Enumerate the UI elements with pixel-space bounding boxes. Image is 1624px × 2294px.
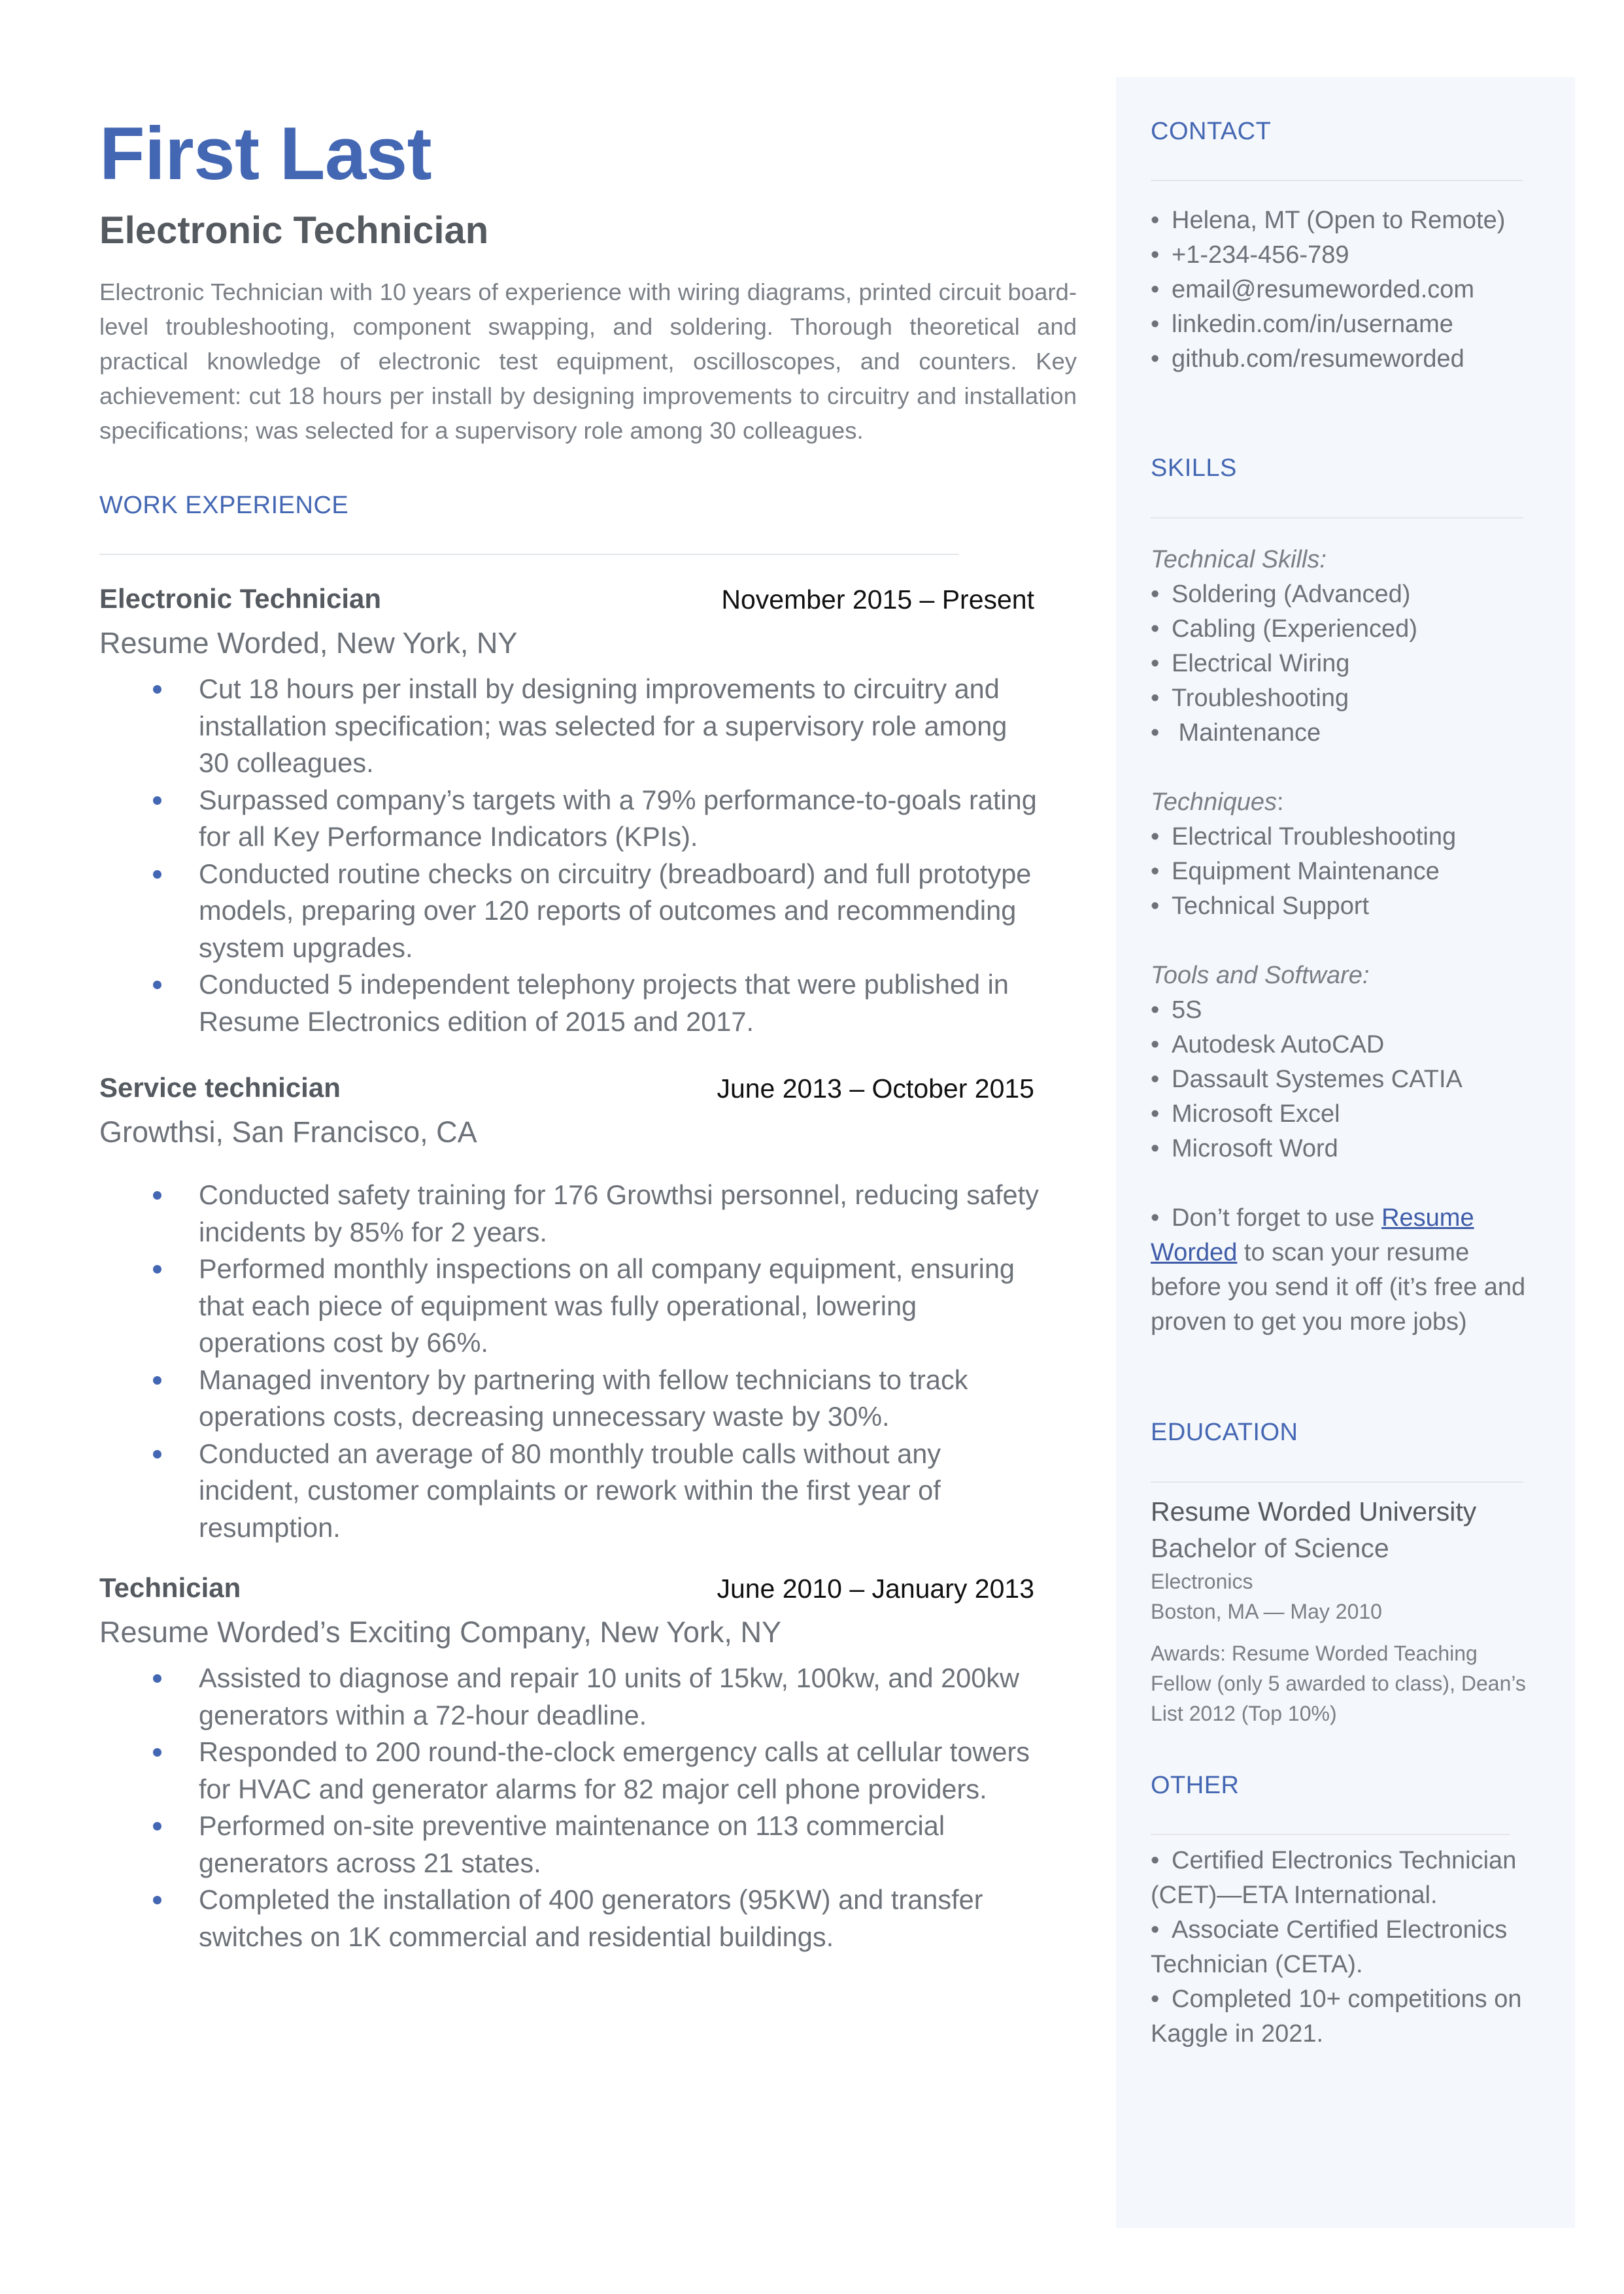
contact-list (1151, 203, 1505, 377)
other-item: • Completed 10+ competitions on Kaggle in 2021. (1151, 1985, 1522, 2048)
education-heading: EDUCATION (1151, 1419, 1298, 1446)
job-bullet-list (99, 1660, 1034, 1955)
job-bullet: Conducted an average of 80 monthly trouble calls without any incident, customer complaints or rework within the first year of resumption. (99, 1436, 1041, 1547)
education-school: Resume Worded University (1151, 1496, 1477, 1527)
techniques-label: Techniques: (1151, 788, 1284, 816)
job-bullet: Conducted safety training for 176 Growthsi personnel, reducing safety incidents by 85% for 2 years. (99, 1177, 1041, 1251)
job-bullet: Managed inventory by partnering with fellow technicians to track operations costs, decreasing unnecessary waste by 30%. (99, 1362, 1041, 1436)
tool-item: • Microsoft Excel (1151, 1100, 1340, 1128)
bullet-dot-icon (153, 981, 161, 989)
job-entry (99, 1572, 1034, 1955)
job-dates: November 2015 – Present (721, 584, 1034, 615)
contact-heading: CONTACT (1151, 118, 1272, 145)
bullet-dot-icon (153, 1191, 161, 1200)
technique-item: • Equipment Maintenance (1151, 858, 1440, 885)
job-bullet: Responded to 200 round-the-clock emergency calls at cellular towers for HVAC and generator alarms for 82 major cell phone providers. (99, 1734, 1041, 1808)
education-degree: Bachelor of Science (1151, 1533, 1389, 1563)
job-title: Technician (99, 1572, 241, 1603)
resume-worded-note: • Don’t forget to use Resume Worded to scan your resume before you send it off (it’s free and proven to get you more jobs) (1151, 1204, 1526, 1336)
techniques-list (1151, 820, 1530, 924)
job-bullet: Performed monthly inspections on all company equipment, ensuring that each piece of equipment was fully operational, lowering operations cost by 66%. (99, 1251, 1041, 1362)
tool-item: • Autodesk AutoCAD (1151, 1031, 1385, 1058)
resume-worded-link[interactable]: Resume Worded (1151, 1204, 1474, 1266)
bullet-dot-icon (153, 1265, 161, 1274)
skill-item: • Cabling (Experienced) (1151, 615, 1417, 643)
education-divider (1151, 1481, 1523, 1483)
job-bullet: Cut 18 hours per install by designing improvements to circuitry and installation specification; was selected for a supervisory role among 30 colleagues. (99, 671, 1041, 782)
job-bullet: Surpassed company’s targets with a 79% performance-to-goals rating for all Key Performance Indicators (KPIs). (99, 782, 1041, 856)
bullet-dot-icon (153, 1376, 161, 1385)
contact-location: • Helena, MT (Open to Remote) (1151, 207, 1506, 234)
tool-item: • Dassault Systemes CATIA (1151, 1066, 1463, 1093)
bullet-dot-icon (153, 1896, 161, 1904)
bullet-dot-icon (153, 796, 161, 805)
job-dates: June 2010 – January 2013 (717, 1574, 1034, 1604)
job-dates: June 2013 – October 2015 (717, 1073, 1034, 1104)
other-item: • Associate Certified Electronics Technician (CETA). (1151, 1916, 1508, 1978)
skills-divider (1151, 517, 1523, 518)
bullet-dot-icon (153, 1450, 161, 1459)
education-block (1151, 1493, 1543, 1729)
job-bullet: Conducted 5 independent telephony projects that were published in Resume Electronics edition of 2015 and 2017. (99, 966, 1041, 1040)
tools-list (1151, 993, 1530, 1166)
skill-item: • Soldering (Advanced) (1151, 581, 1411, 608)
education-field: Electronics (1151, 1570, 1253, 1593)
work-experience-heading: WORK EXPERIENCE (99, 492, 349, 519)
bullet-dot-icon (153, 1748, 161, 1757)
contact-divider (1151, 180, 1523, 181)
tool-item: • Microsoft Word (1151, 1135, 1338, 1162)
skill-item: • Maintenance (1151, 719, 1321, 747)
other-divider (1151, 1834, 1510, 1835)
contact-email[interactable]: • email@resumeworded.com (1151, 276, 1475, 303)
job-bullet: Performed on-site preventive maintenance on 113 commercial generators across 21 states. (99, 1808, 1041, 1881)
other-heading: OTHER (1151, 1772, 1240, 1799)
education-location-date: Boston, MA — May 2010 (1151, 1600, 1382, 1623)
job-entry (99, 1072, 1039, 1546)
contact-linkedin[interactable]: • linkedin.com/in/username (1151, 311, 1453, 338)
tools-label: Tools and Software: (1151, 962, 1370, 989)
job-bullet: Conducted routine checks on circuitry (breadboard) and full prototype models, preparing over 120 reports of outcomes and recommending system upgrades. (99, 856, 1041, 967)
technical-skills-list (1151, 577, 1530, 751)
job-bullet-list (99, 671, 1037, 1040)
job-bullet: Assisted to diagnose and repair 10 units of 15kw, 100kw, and 200kw generators within a 72-hour deadline. (99, 1660, 1041, 1734)
skills-heading: SKILLS (1151, 454, 1237, 482)
contact-github[interactable]: • github.com/resumeworded (1151, 345, 1464, 373)
skills-block (1151, 543, 1530, 1340)
work-experience-divider (99, 554, 959, 555)
job-title: Service technician (99, 1072, 341, 1103)
job-title: Electronic Technician (99, 583, 382, 614)
bullet-dot-icon (153, 1674, 161, 1683)
job-company: Growthsi, San Francisco, CA (99, 1115, 477, 1149)
technique-item: • Technical Support (1151, 892, 1370, 920)
candidate-name: First Last (99, 112, 432, 195)
job-bullet-list (99, 1177, 1039, 1546)
technique-item: • Electrical Troubleshooting (1151, 823, 1457, 851)
skill-item: • Electrical Wiring (1151, 650, 1350, 677)
job-company: Resume Worded, New York, NY (99, 626, 518, 660)
other-list (1151, 1844, 1530, 2051)
bullet-dot-icon (153, 685, 161, 694)
bullet-dot-icon (153, 870, 161, 879)
tool-item: • 5S (1151, 996, 1202, 1024)
contact-phone[interactable]: • +1-234-456-789 (1151, 241, 1349, 269)
education-awards: Awards: Resume Worded Teaching Fellow (only 5 awarded to class), Dean’s List 2012 (Top 10%) (1151, 1642, 1526, 1725)
skill-item: • Troubleshooting (1151, 684, 1349, 712)
headline-job-title: Electronic Technician (99, 209, 489, 252)
job-bullet: Completed the installation of 400 generators (95KW) and transfer switches on 1K commercial and residential buildings. (99, 1881, 1041, 1955)
job-company: Resume Worded’s Exciting Company, New York, NY (99, 1615, 781, 1649)
bullet-dot-icon (153, 1822, 161, 1830)
technical-skills-label: Technical Skills: (1151, 546, 1327, 573)
summary-paragraph: Electronic Technician with 10 years of experience with wiring diagrams, printed circuit board-level troubleshooting, component swapping, and soldering. Thorough theoretical and practical knowledge of electronic test equipment, oscilloscopes, and counters. Key achievement: cut 18 hours per install by designing improvements to circuitry and installation specifications; was selected for a supervisory role among 30 colleagues. (99, 278, 1077, 444)
job-entry (99, 583, 1037, 1040)
other-item: • Certified Electronics Technician (CET)—ETA International. (1151, 1847, 1517, 1909)
